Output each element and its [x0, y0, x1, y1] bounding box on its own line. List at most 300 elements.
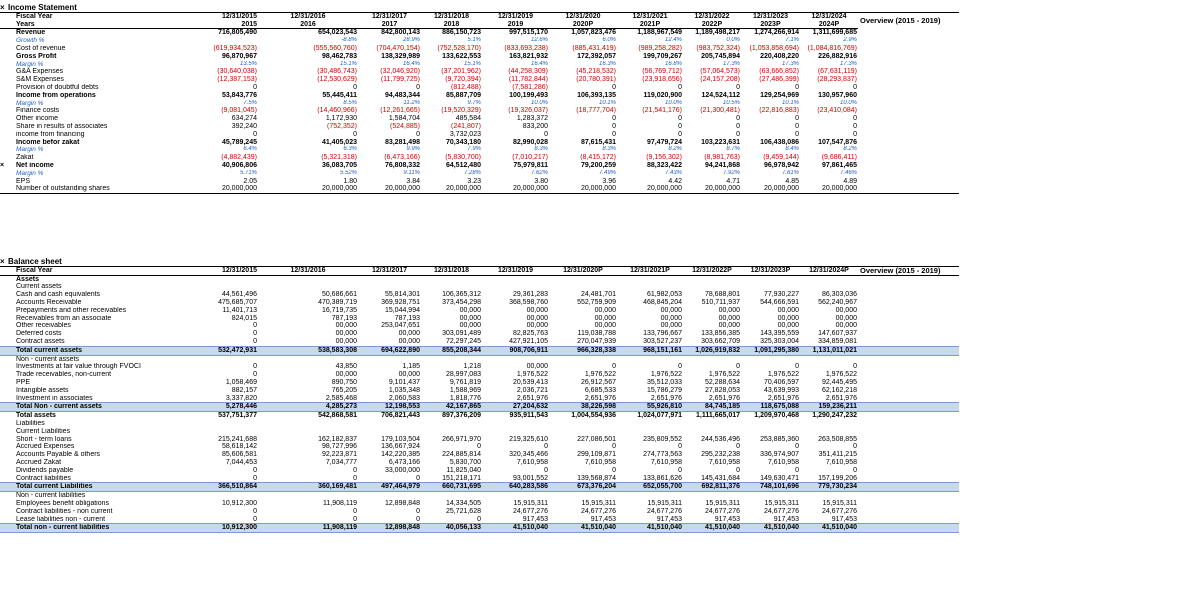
value-cell[interactable]: 562,240,967	[818, 298, 857, 306]
value-cell[interactable]: 0	[253, 83, 257, 91]
value-cell[interactable]: 0	[795, 115, 799, 123]
value-cell[interactable]	[617, 428, 683, 436]
value-cell[interactable]: 1,004,554,936	[571, 412, 616, 420]
value-cell[interactable]: 119,020,900	[643, 91, 682, 99]
value-cell[interactable]: 10.1%	[598, 99, 616, 106]
value-cell[interactable]: 7,610,958	[767, 458, 799, 466]
value-cell[interactable]	[358, 275, 421, 283]
value-cell[interactable]: 20,000,000	[683, 185, 741, 193]
value-cell[interactable]: 3.80	[534, 177, 548, 185]
value-cell[interactable]: (241,807)	[451, 122, 481, 130]
value-cell[interactable]: 787,193	[394, 314, 420, 322]
value-cell[interactable]: 634,274	[231, 115, 257, 123]
value-cell[interactable]: 0	[853, 115, 857, 123]
value-cell[interactable]: 43,850	[335, 363, 357, 371]
value-cell[interactable]: 270,047,939	[577, 337, 616, 345]
value-cell[interactable]: 15,915,311	[581, 499, 616, 507]
value-cell[interactable]	[683, 420, 741, 428]
value-cell[interactable]: 00,000	[835, 322, 857, 330]
value-cell[interactable]: 11.2%	[403, 99, 420, 106]
value-cell[interactable]: 16,719,735	[321, 306, 357, 314]
value-cell[interactable]	[358, 420, 421, 428]
value-cell[interactable]: 107,547,876	[818, 138, 857, 146]
value-cell[interactable]: 9.7%	[467, 99, 481, 106]
value-cell[interactable]: 0	[736, 83, 740, 91]
value-cell[interactable]: 2,651,976	[516, 394, 548, 402]
value-cell[interactable]: 0	[612, 443, 616, 451]
value-cell[interactable]: 5.52%	[339, 169, 357, 176]
value-cell[interactable]: 50,686,661	[321, 291, 357, 299]
value-cell[interactable]: 00,000	[835, 314, 857, 322]
value-cell[interactable]: (983,752,324)	[696, 44, 740, 52]
value-cell[interactable]: 824,015	[231, 314, 257, 322]
value-cell[interactable]: 2,651,976	[650, 394, 682, 402]
value-cell[interactable]: 17.3%	[722, 60, 740, 67]
value-cell[interactable]: 00,000	[835, 306, 857, 314]
value-cell[interactable]: 2,651,976	[708, 394, 740, 402]
value-cell[interactable]: (21,300,481)	[700, 107, 740, 115]
value-cell[interactable]: 15,044,994	[384, 306, 420, 314]
value-cell[interactable]: 5,278,446	[158, 403, 258, 412]
value-cell[interactable]: 2,585,468	[325, 394, 357, 402]
value-cell[interactable]: 15,915,311	[513, 499, 548, 507]
value-cell[interactable]: 15,915,311	[647, 499, 682, 507]
value-cell[interactable]: 94,483,344	[384, 91, 420, 99]
value-cell[interactable]: 1,283,372	[516, 115, 548, 123]
value-cell[interactable]: (20,780,391)	[576, 76, 616, 84]
value-cell[interactable]: 82,990,028	[512, 138, 548, 146]
value-cell[interactable]: 10.0%	[530, 99, 548, 106]
value-cell[interactable]	[421, 492, 482, 500]
value-cell[interactable]: 106,365,312	[442, 291, 481, 299]
value-cell[interactable]: 997,515,170	[509, 29, 548, 37]
value-cell[interactable]: 369,928,751	[381, 298, 420, 306]
value-cell[interactable]: 537,751,377	[218, 412, 257, 420]
value-cell[interactable]: 12,198,553	[358, 403, 421, 412]
value-cell[interactable]: 94,241,868	[704, 161, 740, 169]
value-cell[interactable]: 1,188,967,549	[637, 29, 682, 37]
value-cell[interactable]: (63,666,852)	[759, 68, 799, 76]
value-cell[interactable]: (11,782,844)	[508, 76, 548, 84]
value-cell[interactable]	[258, 355, 358, 363]
value-cell[interactable]: 10.0%	[839, 99, 857, 106]
value-cell[interactable]: 427,921,105	[509, 337, 548, 345]
value-cell[interactable]: (6,473,166)	[384, 154, 420, 162]
value-cell[interactable]: 86,303,036	[821, 291, 857, 299]
value-cell[interactable]: (14,460,966)	[317, 107, 357, 115]
value-cell[interactable]: 41,510,040	[482, 524, 549, 533]
value-cell[interactable]: 78,688,801	[704, 291, 740, 299]
value-cell[interactable]: 41,510,040	[800, 524, 858, 533]
value-cell[interactable]: 244,536,496	[701, 435, 740, 443]
value-cell[interactable]: 8.2%	[668, 146, 682, 153]
value-cell[interactable]: 6,685,533	[584, 386, 616, 394]
value-cell[interactable]: 8.4%	[785, 146, 799, 153]
value-cell[interactable]: 0	[678, 363, 682, 371]
value-cell[interactable]: 1,057,823,476	[571, 29, 616, 37]
value-cell[interactable]: 2,651,976	[767, 394, 799, 402]
value-cell[interactable]: 11,908,119	[258, 524, 358, 533]
value-cell[interactable]: 58,618,142	[221, 443, 257, 451]
value-cell[interactable]: 0	[353, 515, 357, 523]
value-cell[interactable]: 1,976,522	[650, 371, 682, 379]
value-cell[interactable]	[617, 275, 683, 283]
value-cell[interactable]: (57,064,573)	[700, 68, 740, 76]
value-cell[interactable]: 325,303,004	[760, 337, 799, 345]
value-cell[interactable]: 00,000	[526, 314, 548, 322]
value-cell[interactable]: 4.85	[785, 177, 799, 185]
value-cell[interactable]: 0	[736, 363, 740, 371]
value-cell[interactable]: 1,091,295,380	[741, 346, 800, 355]
value-cell[interactable]	[549, 428, 617, 436]
value-cell[interactable]: 7.28%	[463, 169, 481, 176]
value-cell[interactable]: (752,352)	[327, 122, 357, 130]
value-cell[interactable]: 0	[253, 371, 257, 379]
value-cell[interactable]: 334,859,081	[818, 337, 857, 345]
value-cell[interactable]: (555,560,760)	[313, 44, 357, 52]
value-cell[interactable]: 3.84	[406, 177, 420, 185]
value-cell[interactable]: 24,677,276	[763, 507, 799, 515]
value-cell[interactable]: 7,610,958	[516, 458, 548, 466]
value-cell[interactable]: 24,677,276	[580, 507, 616, 515]
value-cell[interactable]: 0	[736, 115, 740, 123]
value-cell[interactable]: 0	[253, 474, 257, 482]
value-cell[interactable]: 373,454,298	[442, 298, 481, 306]
value-cell[interactable]: 2,036,721	[516, 386, 548, 394]
value-cell[interactable]: 00,000	[777, 322, 799, 330]
value-cell[interactable]: 0	[253, 515, 257, 523]
value-cell[interactable]: 4.89	[843, 177, 857, 185]
value-cell[interactable]: 470,389,719	[318, 298, 357, 306]
value-cell[interactable]: 133,796,667	[643, 330, 682, 338]
value-cell[interactable]: 00,000	[398, 330, 420, 338]
value-cell[interactable]: 855,208,344	[421, 346, 482, 355]
value-cell[interactable]: (19,520,329)	[441, 107, 481, 115]
value-cell[interactable]: 299,109,871	[577, 451, 616, 459]
value-cell[interactable]: 0	[544, 130, 548, 138]
value-cell[interactable]	[158, 37, 258, 45]
value-cell[interactable]: 227,086,501	[577, 435, 616, 443]
value-cell[interactable]: 142,220,385	[381, 451, 420, 459]
value-cell[interactable]: 45,789,245	[221, 138, 257, 146]
value-cell[interactable]: 10,912,300	[221, 499, 257, 507]
value-cell[interactable]: 00,000	[594, 306, 616, 314]
value-cell[interactable]	[741, 275, 800, 283]
value-cell[interactable]: 93,001,552	[512, 474, 548, 482]
value-cell[interactable]: 55,814,301	[384, 291, 420, 299]
value-cell[interactable]: 12,898,848	[384, 499, 420, 507]
value-cell[interactable]: 6.0%	[602, 37, 616, 44]
value-cell[interactable]: 00,000	[660, 306, 682, 314]
value-cell[interactable]: 7.49%	[598, 169, 616, 176]
value-cell[interactable]: 35,512,033	[646, 378, 682, 386]
value-cell[interactable]: 12,898,848	[358, 524, 421, 533]
value-cell[interactable]: 13.5%	[239, 60, 257, 67]
value-cell[interactable]: 1,976,522	[584, 371, 616, 379]
value-cell[interactable]: 0	[853, 83, 857, 91]
value-cell[interactable]: 253,047,651	[381, 322, 420, 330]
value-cell[interactable]	[158, 283, 258, 291]
value-cell[interactable]: 26,912,567	[580, 378, 616, 386]
value-cell[interactable]: 640,283,586	[482, 483, 549, 492]
value-cell[interactable]: (7,010,217)	[512, 154, 548, 162]
value-cell[interactable]: 1,818,776	[449, 394, 481, 402]
value-cell[interactable]	[800, 283, 858, 291]
value-cell[interactable]: -8.8%	[341, 37, 357, 44]
value-cell[interactable]: 0	[795, 83, 799, 91]
value-cell[interactable]: 24,677,276	[704, 507, 740, 515]
value-cell[interactable]: 20,000,000	[800, 185, 858, 193]
value-cell[interactable]: 8.3%	[602, 146, 616, 153]
value-cell[interactable]: 96,870,967	[221, 52, 257, 60]
value-cell[interactable]: 118,675,088	[741, 403, 800, 412]
value-cell[interactable]: (27,486,399)	[759, 76, 799, 84]
value-cell[interactable]	[158, 420, 258, 428]
value-cell[interactable]: 36,083,705	[321, 161, 357, 169]
value-cell[interactable]: 103,223,631	[701, 138, 740, 146]
value-cell[interactable]	[800, 420, 858, 428]
value-cell[interactable]: 159,236,211	[800, 403, 858, 412]
value-cell[interactable]: 917,453	[773, 515, 799, 523]
value-cell[interactable]: 130,957,960	[818, 91, 857, 99]
value-cell[interactable]: 1,185	[402, 363, 420, 371]
value-cell[interactable]: 1,209,970,468	[754, 412, 799, 420]
value-cell[interactable]: 235,809,552	[643, 435, 682, 443]
value-cell[interactable]: (1,084,816,769)	[807, 44, 857, 52]
value-cell[interactable]	[549, 355, 617, 363]
value-cell[interactable]: 1,290,247,232	[812, 412, 857, 420]
value-cell[interactable]: 215,241,688	[218, 435, 257, 443]
value-cell[interactable]: 654,023,543	[318, 29, 357, 37]
value-cell[interactable]: 149,630,471	[760, 474, 799, 482]
value-cell[interactable]: 366,510,864	[158, 483, 258, 492]
value-cell[interactable]: 0	[416, 474, 420, 482]
value-cell[interactable]: 44,561,496	[221, 291, 257, 299]
value-cell[interactable]: 00,000	[660, 314, 682, 322]
value-cell[interactable]	[617, 420, 683, 428]
value-cell[interactable]: 303,662,709	[701, 337, 740, 345]
value-cell[interactable]: 0	[678, 466, 682, 474]
value-cell[interactable]: 64,512,480	[445, 161, 481, 169]
value-cell[interactable]: 0	[253, 322, 257, 330]
value-cell[interactable]: 890,750	[331, 378, 357, 386]
value-cell[interactable]	[482, 355, 549, 363]
value-cell[interactable]: 16.3%	[598, 60, 616, 67]
value-cell[interactable]: 5.1%	[467, 37, 481, 44]
value-cell[interactable]	[421, 275, 482, 283]
value-cell[interactable]: 0	[853, 466, 857, 474]
value-cell[interactable]: 139,568,874	[577, 474, 616, 482]
value-cell[interactable]	[421, 428, 482, 436]
value-cell[interactable]: 15,915,311	[764, 499, 799, 507]
value-cell[interactable]: 1,976,522	[708, 371, 740, 379]
value-cell[interactable]	[683, 283, 741, 291]
value-cell[interactable]: 97,479,724	[646, 138, 682, 146]
value-cell[interactable]: (8,415,172)	[580, 154, 616, 162]
value-cell[interactable]: 15,786,279	[646, 386, 682, 394]
value-cell[interactable]: 24,481,701	[580, 291, 616, 299]
value-cell[interactable]: 0	[795, 122, 799, 130]
value-cell[interactable]: 28.9%	[402, 37, 420, 44]
value-cell[interactable]: (18,777,704)	[576, 107, 616, 115]
value-cell[interactable]: 0	[416, 130, 420, 138]
x-collapse-icon[interactable]: ×	[0, 161, 5, 169]
value-cell[interactable]: 263,508,855	[818, 435, 857, 443]
value-cell[interactable]: 0	[795, 466, 799, 474]
value-cell[interactable]: 55,926,810	[617, 403, 683, 412]
value-cell[interactable]: 41,510,040	[683, 524, 741, 533]
value-cell[interactable]: (5,321,318)	[321, 154, 357, 162]
value-cell[interactable]: 0	[612, 83, 616, 91]
value-cell[interactable]: 15.1%	[339, 60, 357, 67]
value-cell[interactable]: 119,038,788	[577, 330, 616, 338]
value-cell[interactable]: 0	[795, 130, 799, 138]
value-cell[interactable]: 660,731,695	[421, 483, 482, 492]
value-cell[interactable]	[421, 355, 482, 363]
value-cell[interactable]: 28,997,083	[445, 371, 481, 379]
value-cell[interactable]: 673,376,204	[549, 483, 617, 492]
value-cell[interactable]: 00,000	[777, 306, 799, 314]
value-cell[interactable]: 172,392,057	[577, 52, 616, 60]
value-cell[interactable]	[617, 355, 683, 363]
value-cell[interactable]: 351,411,215	[818, 451, 857, 459]
value-cell[interactable]	[158, 428, 258, 436]
value-cell[interactable]: 205,745,894	[701, 52, 740, 60]
value-cell[interactable]: 20,000,000	[358, 185, 421, 193]
value-cell[interactable]: 00,000	[335, 322, 357, 330]
value-cell[interactable]: 0	[253, 466, 257, 474]
value-cell[interactable]: 20,000,000	[549, 185, 617, 193]
value-cell[interactable]: 41,405,023	[321, 138, 357, 146]
value-cell[interactable]: 1,218	[463, 363, 481, 371]
value-cell[interactable]	[358, 492, 421, 500]
value-cell[interactable]: 2.05	[243, 177, 257, 185]
value-cell[interactable]	[549, 275, 617, 283]
value-cell[interactable]: 917,453	[831, 515, 857, 523]
value-cell[interactable]: (12,530,629)	[317, 76, 357, 84]
value-cell[interactable]: 10,912,300	[158, 524, 258, 533]
value-cell[interactable]: 219,325,610	[509, 435, 548, 443]
value-cell[interactable]: 10.5%	[722, 99, 740, 106]
value-cell[interactable]: 716,805,490	[218, 29, 257, 37]
value-cell[interactable]: (11,799,725)	[380, 76, 420, 84]
value-cell[interactable]: 92,223,871	[321, 451, 357, 459]
value-cell[interactable]: 1,035,348	[388, 386, 420, 394]
value-cell[interactable]: 0	[853, 122, 857, 130]
value-cell[interactable]: 538,583,308	[258, 346, 358, 355]
value-cell[interactable]: 17.3%	[781, 60, 799, 67]
value-cell[interactable]	[800, 428, 858, 436]
value-cell[interactable]: 1,584,704	[388, 115, 420, 123]
value-cell[interactable]: 83,281,498	[384, 138, 420, 146]
value-cell[interactable]: 11,825,040	[446, 466, 481, 474]
value-cell[interactable]	[482, 275, 549, 283]
value-cell[interactable]	[741, 283, 800, 291]
value-cell[interactable]: 3,337,820	[225, 394, 257, 402]
value-cell[interactable]: 20,000,000	[158, 185, 258, 193]
value-cell[interactable]: 24,677,276	[646, 507, 682, 515]
value-cell[interactable]: 15.1%	[463, 60, 481, 67]
value-cell[interactable]: 6.4%	[243, 146, 257, 153]
value-cell[interactable]: (23,410,084)	[817, 107, 857, 115]
value-cell[interactable]: 0	[736, 443, 740, 451]
value-cell[interactable]: 00,000	[718, 306, 740, 314]
value-cell[interactable]: (30,640,038)	[217, 68, 257, 76]
value-cell[interactable]: (56,769,712)	[642, 68, 682, 76]
value-cell[interactable]: 124,524,112	[701, 91, 740, 99]
value-cell[interactable]: 0	[253, 330, 257, 338]
value-cell[interactable]: 14,334,505	[445, 499, 481, 507]
value-cell[interactable]	[358, 355, 421, 363]
value-cell[interactable]: 7,610,958	[708, 458, 740, 466]
value-cell[interactable]: 0.0%	[726, 37, 740, 44]
value-cell[interactable]: (24,157,208)	[700, 76, 740, 84]
value-cell[interactable]	[683, 355, 741, 363]
value-cell[interactable]	[741, 492, 800, 500]
value-cell[interactable]	[800, 275, 858, 283]
value-cell[interactable]: 7.92%	[722, 169, 740, 176]
value-cell[interactable]: 897,376,209	[442, 412, 481, 420]
value-cell[interactable]: 87,615,431	[580, 138, 616, 146]
value-cell[interactable]: 62,162,218	[821, 386, 857, 394]
value-cell[interactable]: 76,808,332	[384, 161, 420, 169]
value-cell[interactable]: (7,581,286)	[512, 83, 548, 91]
value-cell[interactable]: 253,885,360	[760, 435, 799, 443]
value-cell[interactable]: 11,908,119	[323, 499, 357, 507]
value-cell[interactable]: 88,323,422	[646, 161, 682, 169]
value-cell[interactable]	[482, 492, 549, 500]
value-cell[interactable]: 9,761,819	[449, 378, 481, 386]
value-cell[interactable]: 544,666,591	[760, 298, 799, 306]
value-cell[interactable]: 20,000,000	[617, 185, 683, 193]
value-cell[interactable]: 226,882,916	[818, 52, 857, 60]
value-cell[interactable]: 75,979,811	[513, 161, 548, 169]
value-cell[interactable]: 00,000	[777, 314, 799, 322]
value-cell[interactable]: 00,000	[398, 371, 420, 379]
value-cell[interactable]: 0	[853, 130, 857, 138]
value-cell[interactable]: (12,387,153)	[217, 76, 257, 84]
value-cell[interactable]	[482, 428, 549, 436]
value-cell[interactable]: 882,157	[231, 386, 257, 394]
value-cell[interactable]: 908,706,911	[482, 346, 549, 355]
value-cell[interactable]: 25,721,628	[445, 507, 481, 515]
value-cell[interactable]: (752,528,170)	[437, 44, 481, 52]
value-cell[interactable]: (8,981,763)	[704, 154, 740, 162]
value-cell[interactable]: 0	[612, 122, 616, 130]
value-cell[interactable]: 98,727,996	[321, 443, 357, 451]
x-collapse-icon[interactable]: ×	[0, 4, 5, 12]
value-cell[interactable]: 00,000	[526, 363, 548, 371]
value-cell[interactable]: 2,060,583	[388, 394, 420, 402]
value-cell[interactable]: (9,156,302)	[646, 154, 682, 162]
value-cell[interactable]	[358, 428, 421, 436]
value-cell[interactable]: 1,976,522	[767, 371, 799, 379]
value-cell[interactable]: 70,343,180	[445, 138, 481, 146]
value-cell[interactable]: 00,000	[718, 314, 740, 322]
value-cell[interactable]: 7.61%	[781, 169, 799, 176]
value-cell[interactable]: (37,201,962)	[441, 68, 481, 76]
value-cell[interactable]: 84,745,185	[683, 403, 741, 412]
value-cell[interactable]: 10.1%	[781, 99, 799, 106]
value-cell[interactable]: 100,199,493	[509, 91, 548, 99]
value-cell[interactable]: (67,631,119)	[817, 68, 857, 76]
value-cell[interactable]: 55,445,411	[322, 91, 357, 99]
value-cell[interactable]: (9,459,144)	[763, 154, 799, 162]
value-cell[interactable]: 7.43%	[664, 169, 682, 176]
value-cell[interactable]: 27,204,632	[482, 403, 549, 412]
value-cell[interactable]: 7,610,958	[650, 458, 682, 466]
value-cell[interactable]: 24,677,276	[512, 507, 548, 515]
